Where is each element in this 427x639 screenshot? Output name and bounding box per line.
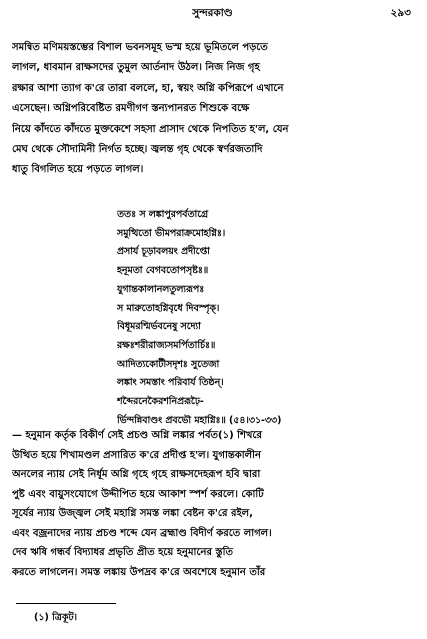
text-line: অনলের ন্যায় সেই নির্ধূম অগ্নি গৃহে গৃহে রাক্ষসদেহরূপ হবি দ্বারা — [12, 469, 261, 480]
verse-line: সমুত্থিতো ভীমপরাক্রমোহগ্নিঃ। — [117, 227, 226, 239]
text-line: লাগল, ধাবমান রাক্ষসদের তুমুল আর্তনাদ উঠল। নিজ নিজ গৃহ — [12, 62, 260, 74]
page-header — [14, 6, 411, 20]
verse-line: রক্ষঃশরীরাজ্যসমর্পিতার্চিঃ॥ — [117, 339, 216, 351]
text-line: — হনুমান কর্তৃক বিকীর্ণ সেই প্রচণ্ড অগ্নি লঙ্কার পর্বত(১) শিখরে — [12, 430, 262, 441]
paragraph-prose-1 — [12, 38, 416, 181]
text-line: সমন্বিত মণিময়স্তম্ভের বিশাল ভবনসমূহ ভস্ম হয়ে ভূমিতলে পড়তে — [12, 42, 268, 53]
verse-line: স মারুতোহগ্নিবৃধে দিবস্পৃক্। — [117, 302, 220, 314]
text-line: ধাতু বিগলিত হয়ে পড়তে লাগল। — [12, 164, 144, 176]
text-line: করতে লাগলেন। সমস্ত লঙ্কায় উপদ্রব ক'রে অবশেষে হনুমান তাঁর — [12, 566, 266, 578]
verse-line: ততঃ স লঙ্কাপুরপর্বতাগ্রে — [117, 209, 208, 220]
verse-line: শব্দৈরনেকৈরশনিপ্ররূঢ়ৈ- — [117, 396, 204, 408]
paragraph-prose-2 — [12, 426, 416, 582]
verse-line: হনূমতা বেগবতোপসৃষ্টঃ॥ — [117, 265, 209, 277]
text-line: রক্ষার আশা ত্যাগ ক'রে তারা বললে, হা, স্বয়ং অগ্নি কপিরূপে এখানে — [12, 82, 284, 94]
sanskrit-verse — [117, 206, 422, 430]
footnote-rule — [16, 603, 116, 604]
text-line: মেঘ থেকে সৌদামিনী নির্গত হচ্ছে। জ্বলন্ত গৃহ থেকে স্বর্ণরজতাদি — [12, 144, 263, 156]
verse-line: র্ভিন্দন্নিবাণ্ডং প্রবভৌ মহাগ্নিঃ॥ (৫৪।৩১-৩৩) — [117, 414, 282, 426]
footnote: (১) ত্রিকূট। — [34, 612, 78, 623]
text-line: এবং বজ্রনাদের ন্যায় প্রচণ্ড শব্দে যেন ব্রহ্মাণ্ড বিদীর্ণ করতে লাগল। — [12, 527, 272, 539]
verse-line: আদিত্যকোটীসদৃশঃ সুতেজা — [117, 358, 220, 370]
text-line: উত্থিত হয়ে শিখামণ্ডল প্রসারিত ক'রে প্রদীপ্ত হ'ল। যুগান্তকালীন — [12, 449, 261, 461]
text-line: এসেছেন। অগ্নিপরিবেষ্টিত রমণীগণ স্তন্যপানরত শিশুকে বক্ষে — [12, 103, 250, 115]
verse-line: যুগান্তকালানলতুল্যরূপঃ — [117, 283, 205, 295]
running-title: সুন্দরকাণ্ড — [192, 7, 233, 19]
text-line: নিয়ে কাঁদতে কাঁদতে মুক্তকেশে সহসা প্রাসাদ থেকে নিপতিত হ'ল, যেন — [12, 123, 289, 135]
verse-line: লঙ্কাং সমস্তাং পরিবার্য তিষ্ঠন্। — [117, 377, 224, 389]
text-line: সূর্যের ন্যায় উজ্জ্বল সেই মহাগ্নি সমস্ত লঙ্কা বেষ্টন ক'রে রইল, — [12, 508, 253, 519]
verse-line: বিধূমরশ্মির্ভবনেষু সদ্যো — [117, 321, 201, 333]
page-number: ২৯৩ — [390, 7, 411, 19]
text-line: দেব ঋষি গন্ধর্ব বিদ্যাধর প্রভৃতি প্রীত হয়ে হনুমানের স্তুতি — [12, 547, 233, 558]
verse-line: প্রসার্য চূড়াবলয়ং প্রদীপ্তো — [117, 246, 210, 258]
text-line: পুষ্ট এবং বায়ুসংযোগে উদ্দীপিত হয়ে আকাশ স্পর্শ করলে। কোটি — [12, 488, 264, 500]
